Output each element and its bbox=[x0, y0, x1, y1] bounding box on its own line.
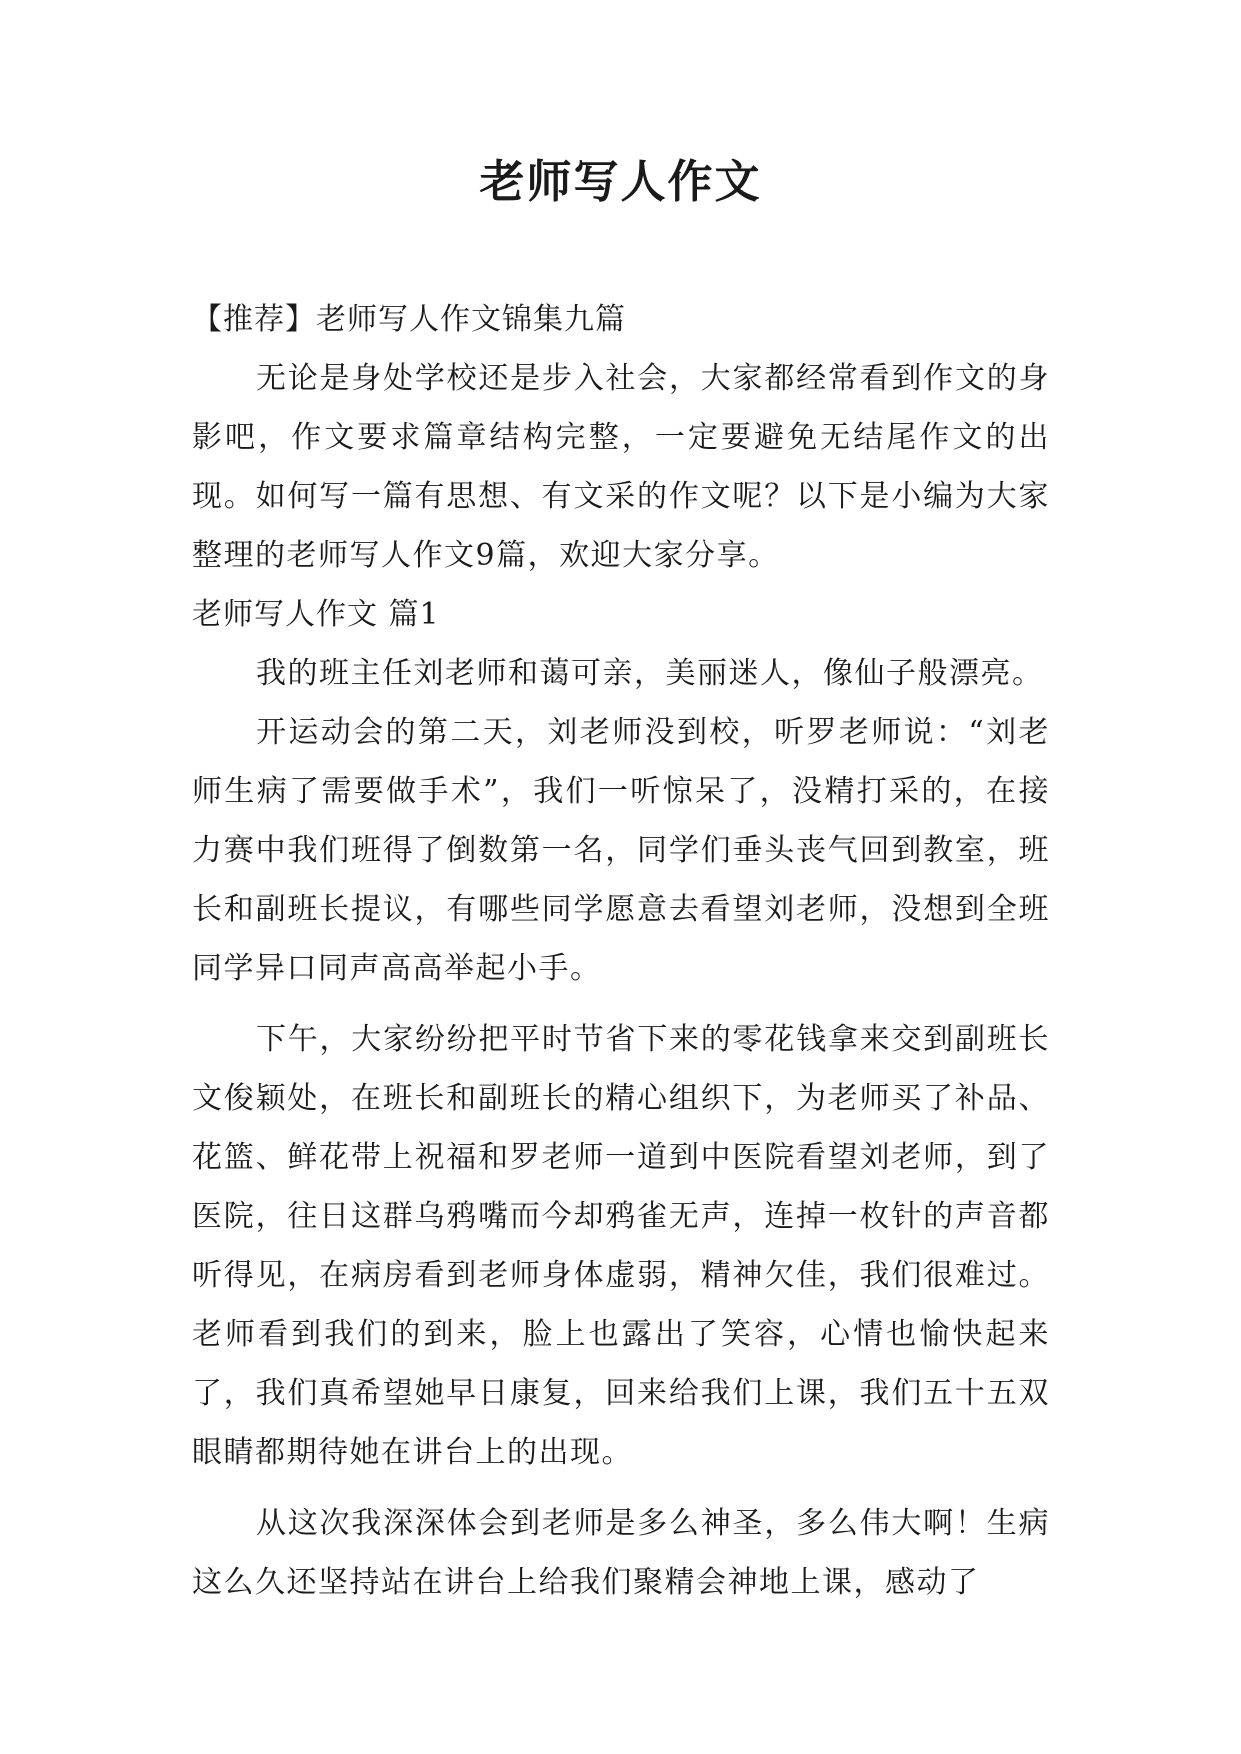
body-paragraph: 下午，大家纷纷把平时节省下来的零花钱拿来交到副班长文俊颖处，在班长和副班长的精心组织下，为老师买了补品、花篮、鲜花带上祝福和罗老师一道到中医院看望刘老师，到了医院，往日这群乌鸦嘴而今却鸦雀无声，连掉一枚针的声音都听得见，在病房看到老师身体虚弱，精神欠佳，我们很难过。老师看到我们的到来，脸上也露出了笑容，心情也愉快起来了，我们真希望她早日康复，回来给我们上课，我们五十五双眼睛都期待她在讲台上的出现。 bbox=[192, 1022, 1050, 1470]
document-title: 老师写人作文 bbox=[479, 155, 762, 208]
document-body bbox=[192, 290, 1050, 1612]
body-paragraph: 开运动会的第二天，刘老师没到校，听罗老师说：“刘老师生病了需要做手术”，我们一听惊呆了，没精打采的，在接力赛中我们班得了倒数第一名，同学们垂头丧气回到教室，班长和副班长提议，有哪些同学愿意去看望刘老师，没想到全班同学异口同声高高举起小手。 bbox=[192, 715, 1050, 986]
body-paragraph: 从这次我深深体会到老师是多么神圣，多么伟大啊！生病这么久还坚持站在讲台上给我们聚精会神地上课，感动了 bbox=[192, 1506, 1050, 1600]
document-subtitle: 【推荐】老师写人作文锦集九篇 bbox=[192, 302, 626, 337]
section-heading: 老师写人作文 篇1 bbox=[192, 597, 440, 632]
intro-paragraph: 无论是身处学校还是步入社会，大家都经常看到作文的身影吧，作文要求篇章结构完整，一定要避免无结尾作文的出现。如何写一篇有思想、有文采的作文呢？以下是小编为大家整理的老师写人作文9篇，欢迎大家分享。 bbox=[192, 361, 1050, 573]
body-paragraph: 我的班主任刘老师和蔼可亲，美丽迷人，像仙子般漂亮。 bbox=[256, 656, 1044, 691]
